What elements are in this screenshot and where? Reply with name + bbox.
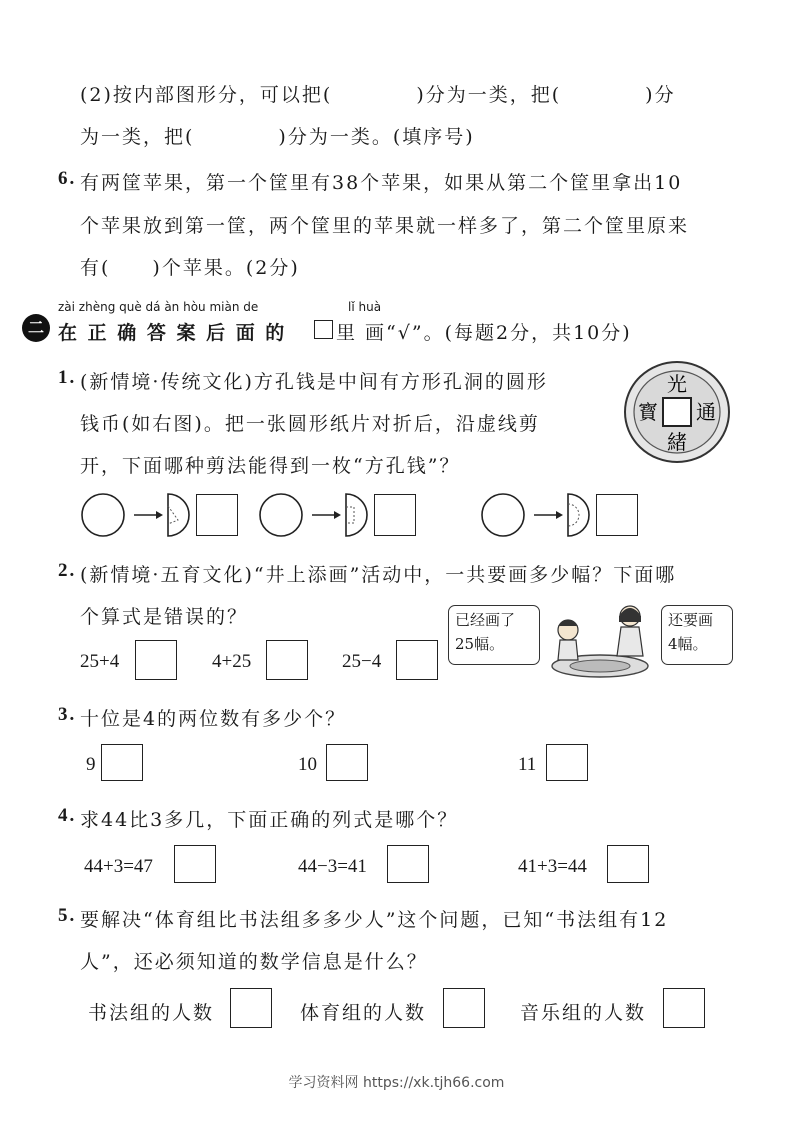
coin-char-right: 通: [696, 400, 716, 424]
q5-line-2: 人”，还必须知道的数学信息是什么？: [80, 951, 428, 973]
q1-line-2: 钱币(如右图)。把一张圆形纸片对折后，沿虚线剪: [80, 413, 540, 435]
bubble-left-line-1: 已经画了: [455, 611, 516, 629]
bubble-left-line-2: 25幅。: [455, 635, 505, 653]
q2-option-b-answer-box[interactable]: [266, 640, 308, 680]
q5-option-c-label: 音乐组的人数: [520, 1002, 647, 1024]
q1-option-c-diagram: [480, 492, 595, 538]
section-title-b: 里 画“√”。(每题2分，共10分): [336, 322, 632, 344]
q4-option-a-answer-box[interactable]: [174, 845, 216, 883]
q3-option-c-label: 11: [518, 754, 537, 775]
q4-option-a-label: 44+3=47: [84, 856, 153, 877]
q5-option-a-answer-box[interactable]: [230, 988, 272, 1028]
q4-number: 4.: [58, 805, 77, 826]
q2-line-2: 个算式是错误的？: [80, 606, 249, 628]
q1-option-b-diagram: [258, 492, 373, 538]
q3-option-b-label: 10: [298, 754, 317, 775]
q3-option-a-answer-box[interactable]: [101, 744, 143, 781]
q1-option-b-answer-box[interactable]: [374, 494, 416, 536]
q2-option-a-answer-box[interactable]: [135, 640, 177, 680]
q2-number: 2.: [58, 560, 77, 581]
q5-option-b-label: 体育组的人数: [300, 1002, 427, 1024]
q3-text: 十位是4的两位数有多少个？: [80, 708, 347, 730]
bubble-right-line-1: 还要画: [668, 611, 714, 629]
square-hole-coin-icon: [622, 358, 732, 466]
q6-line-2: 个苹果放到第一筐，两个筐里的苹果就一样多了，第二个筐里原来: [80, 215, 690, 237]
section-pinyin-a: zài zhèng què dá àn hòu miàn de: [58, 300, 259, 314]
q3-option-a-label: 9: [86, 754, 96, 775]
q4-text: 求44比3多几，下面正确的列式是哪个？: [80, 809, 459, 831]
section-pinyin-b: lǐ huà: [348, 300, 382, 314]
q3-option-c-answer-box[interactable]: [546, 744, 588, 781]
children-drawing-well-illustration: [540, 596, 662, 682]
q2-option-b-label: 4+25: [212, 651, 252, 672]
section-badge: 二: [22, 314, 50, 342]
q2-line-1: (新情境·五育文化)“井上添画”活动中，一共要画多少幅？下面哪: [80, 564, 677, 586]
q5-option-b-answer-box[interactable]: [443, 988, 485, 1028]
coin-char-bottom: 緒: [667, 430, 687, 454]
q1-line-3: 开，下面哪种剪法能得到一枚“方孔钱”？: [80, 455, 461, 477]
bubble-right-line-2: 4幅。: [668, 635, 708, 653]
q6-number: 6.: [58, 168, 77, 189]
q5-line-1: 要解决“体育组比书法组多多少人”这个问题，已知“书法组有12: [80, 909, 669, 931]
q3-number: 3.: [58, 704, 77, 725]
q2-option-c-label: 25−4: [342, 651, 382, 672]
footer-watermark: 学习资料网 https://xk.tjh66.com: [288, 1075, 505, 1091]
q2-option-c-answer-box[interactable]: [396, 640, 438, 680]
q1-option-a-answer-box[interactable]: [196, 494, 238, 536]
q4-option-b-answer-box[interactable]: [387, 845, 429, 883]
speech-bubble-right: [661, 605, 733, 665]
coin-char-top: 光: [667, 372, 687, 396]
q4-option-b-label: 44−3=41: [298, 856, 367, 877]
q6-line-3: 有( )个苹果。(2分): [80, 257, 300, 279]
q3-option-b-answer-box[interactable]: [326, 744, 368, 781]
q6-line-1: 有两筐苹果，第一个筐里有38个苹果，如果从第二个筐里拿出10: [80, 172, 683, 194]
speech-bubble-left: [448, 605, 540, 665]
q1-line-1: (新情境·传统文化)方孔钱是中间有方形孔洞的圆形: [80, 371, 548, 393]
q1-number: 1.: [58, 367, 77, 388]
q5-number: 5.: [58, 905, 77, 926]
title-square-icon: [314, 320, 333, 339]
prev-question-line-2: 为一类，把( )分为一类。(填序号): [80, 126, 475, 148]
q1-option-c-answer-box[interactable]: [596, 494, 638, 536]
q4-option-c-label: 41+3=44: [518, 856, 587, 877]
q5-option-a-label: 书法组的人数: [88, 1002, 215, 1024]
coin-char-left: 寳: [638, 400, 658, 424]
q4-option-c-answer-box[interactable]: [607, 845, 649, 883]
q2-option-a-label: 25+4: [80, 651, 120, 672]
q1-option-a-diagram: [80, 492, 195, 538]
prev-question-line-1: (2)按内部图形分，可以把( )分为一类，把( )分: [80, 84, 676, 106]
section-title-a: 在 正 确 答 案 后 面 的: [58, 322, 287, 344]
q5-option-c-answer-box[interactable]: [663, 988, 705, 1028]
